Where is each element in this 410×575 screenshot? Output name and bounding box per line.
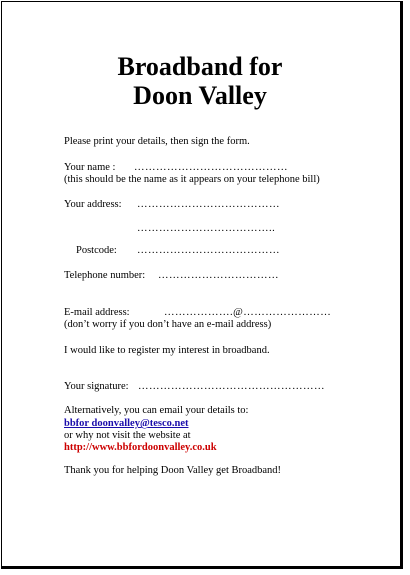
email-label: E-mail address: bbox=[64, 307, 130, 318]
alternative-text: Alternatively, you can email your details to: bbox=[64, 405, 249, 416]
address-label: Your address: bbox=[64, 199, 122, 210]
name-note: (this should be the name as it appears on your telephone bill) bbox=[64, 174, 320, 185]
address-field-line-1[interactable]: ………………………………… bbox=[137, 199, 280, 210]
document-title bbox=[0, 52, 400, 110]
telephone-label: Telephone number: bbox=[64, 270, 146, 281]
website-link[interactable]: http://www.bbfordoonvalley.co.uk bbox=[64, 442, 217, 453]
thanks-text: Thank you for helping Doon Valley get Broadband! bbox=[64, 465, 282, 476]
signature-field[interactable]: …………………………………………… bbox=[138, 381, 325, 392]
email-field[interactable]: ……………….@…………………… bbox=[164, 307, 332, 318]
signature-label: Your signature: bbox=[64, 381, 129, 392]
postcode-label: Postcode: bbox=[76, 245, 117, 256]
intro-text: Please print your details, then sign the form. bbox=[64, 136, 250, 147]
title-line-1: Broadband for bbox=[117, 52, 283, 81]
postcode-field[interactable]: ………………………………… bbox=[137, 245, 280, 256]
email-address-link[interactable]: bbfor doonvalley@tesco.net bbox=[64, 418, 189, 429]
register-text: I would like to register my interest in broadband. bbox=[64, 345, 270, 356]
name-field[interactable]: …………………………………… bbox=[134, 162, 288, 173]
address-field-line-2[interactable]: ……………………………….. bbox=[137, 223, 276, 234]
title-line-2: Doon Valley bbox=[133, 81, 267, 110]
email-note: (don’t worry if you don’t have an e-mail address) bbox=[64, 319, 272, 330]
website-text: or why not visit the website at bbox=[64, 430, 191, 441]
name-label: Your name : bbox=[64, 162, 116, 173]
telephone-field[interactable]: …………………………… bbox=[158, 270, 279, 281]
